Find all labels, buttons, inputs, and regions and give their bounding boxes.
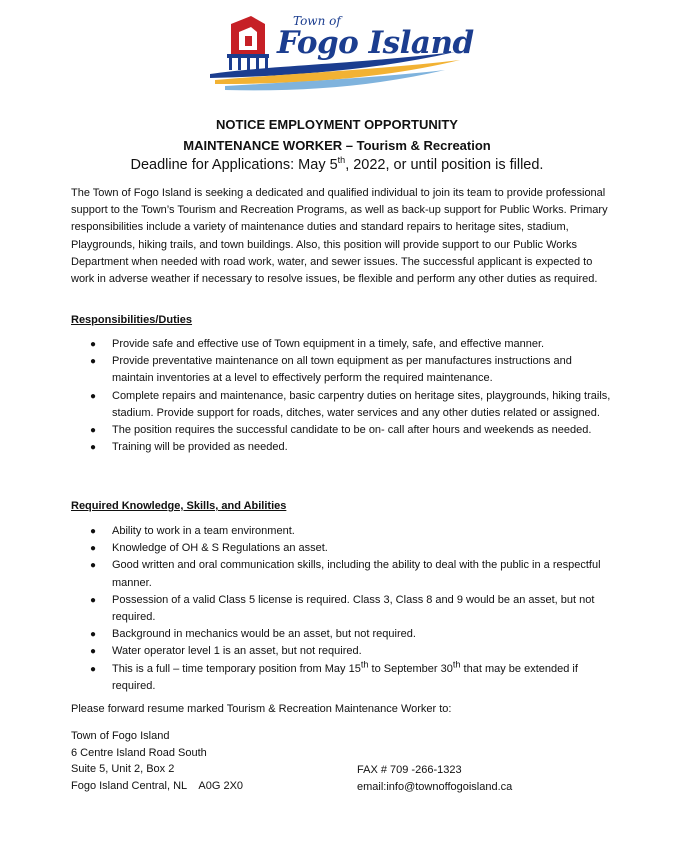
mailing-address <box>71 728 243 794</box>
contact-info <box>357 762 512 795</box>
bullet-icon: ● <box>90 390 97 402</box>
bullet-icon: ● <box>90 663 97 675</box>
list-item <box>71 626 616 643</box>
list-item-text: Possession of a valid Class 5 license is required. Class 3, Class 8 and 9 would be an asset, but not required. <box>112 593 595 624</box>
list-item-text: Background in mechanics would be an asset, but not required. <box>112 628 416 641</box>
deadline-sup: th <box>337 155 346 166</box>
list-item <box>71 658 616 695</box>
bullet-icon: ● <box>90 526 97 537</box>
list-item <box>71 643 616 660</box>
bullet-icon: ● <box>90 560 97 572</box>
list-item <box>71 557 616 591</box>
list-item <box>71 592 616 626</box>
term-text-1: This is a full – time temporary position from May 15 <box>112 662 361 675</box>
list-item-text: Ability to work in a team environment. <box>112 525 295 537</box>
address-line-3: Suite 5, Unit 2, Box 2 <box>71 763 175 775</box>
deadline-text: Deadline for Applications: May 5 <box>130 157 338 173</box>
term-sup-2: th <box>452 658 461 669</box>
responsibilities-list <box>71 336 616 456</box>
forward-instructions: Please forward resume marked Tourism & Recreation Maintenance Worker to: <box>71 703 452 715</box>
bullet-icon: ● <box>90 543 97 555</box>
fax-number: FAX # 709 -266-1323 <box>357 764 462 776</box>
logo-town-of: Town of <box>293 14 341 28</box>
list-item-text: Training will be provided as needed. <box>112 441 288 454</box>
address-line-1: Town of Fogo Island <box>71 730 170 742</box>
list-item <box>71 540 616 557</box>
list-item <box>71 422 616 439</box>
list-item-text: Complete repairs and maintenance, basic carpentry duties on heritage sites, playgrounds, hiking trails, stadium. Provide support for roads, ditches, water services and any other duties related or assigned. <box>112 389 611 419</box>
bullet-icon: ● <box>90 594 97 606</box>
list-item-text: Provide preventative maintenance on all town equipment as per manufactures instructions and maintain inventories at a level to effectively perform the required maintenance. <box>112 355 572 385</box>
list-item-text: The position requires the successful candidate to be on- call after hours and weekends as needed. <box>112 424 592 437</box>
list-item-text <box>112 658 578 692</box>
requirements-list <box>71 523 616 695</box>
address-line-4: Fogo Island Central, NL A0G 2X0 <box>71 779 244 792</box>
list-item <box>71 336 616 353</box>
responsibilities-title: Responsibilities/Duties <box>71 314 193 326</box>
logo-fogo-island: Fogo Island <box>277 25 474 61</box>
deadline-line <box>0 157 674 173</box>
position-title: MAINTENANCE WORKER – Tourism & Recreation <box>183 138 491 153</box>
list-item-text: Provide safe and effective use of Town equipment in a timely, safe, and effective manner. <box>112 338 545 350</box>
deadline-text-end: , 2022, or until position is filled. <box>345 157 544 173</box>
bullet-icon: ● <box>90 356 97 368</box>
intro-paragraph: The Town of Fogo Island is seeking a dedicated and qualified individual to join its team to provide professional support to the Town’s Tourism and Recreation Programs, as well as back-up support for Public Works. Primary responsibilities include a variety of maintenance duties and standard repairs to heritage sites, stadium, Playgrounds, hiking trails, and town buildings. Also, this position will provide support to our Public Works Department when needed with road work, water, and sewer issues. The successful applicant is expected to work in adverse weather if necessary to resolve issues, be flexible and perform any other duties as required. <box>71 187 608 286</box>
bullet-icon: ● <box>90 425 97 437</box>
list-item <box>71 388 616 422</box>
list-item-text: Good written and oral communication skills, including the ability to deal with the public in a respectful manner. <box>112 559 601 589</box>
term-text-2: to September 30 <box>368 662 453 675</box>
list-item <box>71 439 616 456</box>
bullet-icon: ● <box>90 442 97 454</box>
list-item-text: Water operator level 1 is an asset, but not required. <box>112 645 362 658</box>
town-logo <box>205 14 474 96</box>
term-sup-1: th <box>360 658 369 669</box>
bullet-icon: ● <box>90 339 97 350</box>
email-address: email:info@townoffogoisland.ca <box>357 780 513 793</box>
bullet-icon: ● <box>90 646 97 658</box>
bullet-icon: ● <box>90 629 97 641</box>
term-text-3: that may be extended if required. <box>112 662 578 692</box>
requirements-title: Required Knowledge, Skills, and Abilities <box>71 500 287 512</box>
notice-title: NOTICE EMPLOYMENT OPPORTUNITY <box>216 117 458 132</box>
list-item <box>71 523 616 540</box>
address-line-2: 6 Centre Island Road South <box>71 746 207 759</box>
list-item <box>71 353 616 387</box>
list-item-text: Knowledge of OH & S Regulations an asset. <box>112 542 328 555</box>
